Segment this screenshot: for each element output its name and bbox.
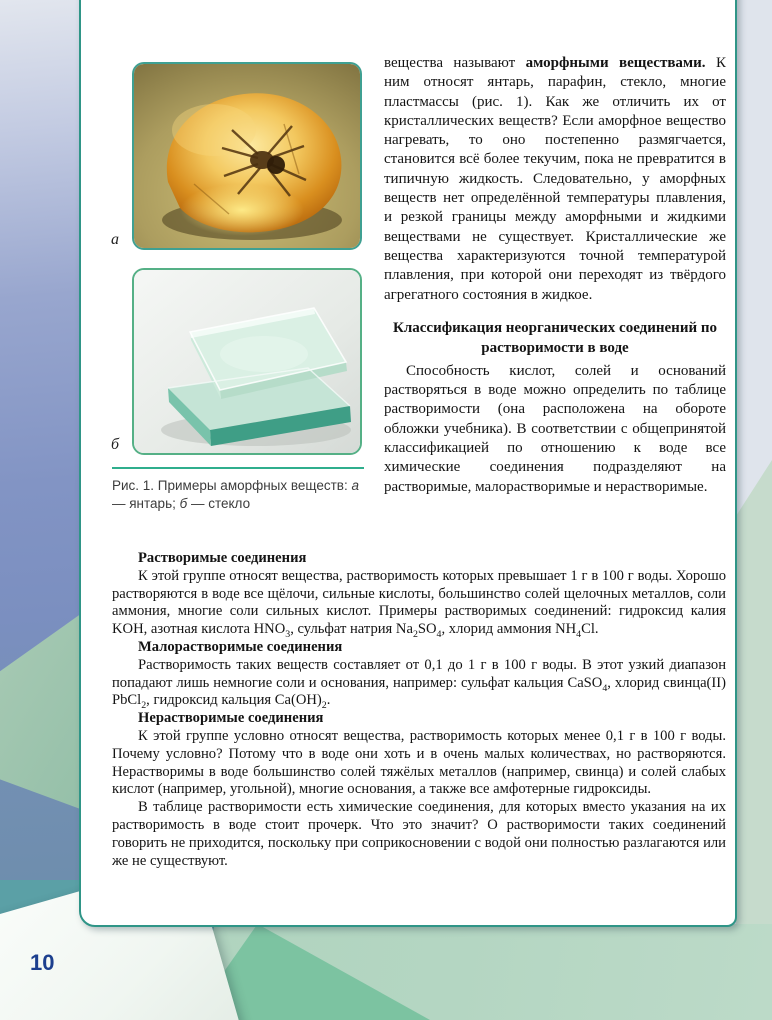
section-heading: Классификация неорганических соединений по растворимости в воде	[392, 319, 718, 356]
subheading-soluble: Растворимые соединения	[138, 550, 307, 566]
fullwidth-text-block	[112, 550, 726, 870]
page-number: 10	[30, 950, 55, 975]
paragraph-solubility-intro: Способность кислот, солей и оснований растворяться в воде можно определить по таблице растворимости (она расположена на обороте обложки учебника). В соответствии с общепринятой классификацией по отношению к воде все химические соединения подразделяют на растворимые, малорастворимые и нерастворимые.	[384, 362, 726, 495]
paragraph-soluble: К этой группе относят вещества, растворимость которых превышает 1 г в 100 г воды. Хорошо растворяются в воде все щёлочи, сильные кислоты, большинство солей щелочных металлов, соли аммония, многие соли сильных кислот. Примеры растворимых соединений: гидроксид калия KOH, азотная кислота $HNO_3$, сульфат натрия $Na_2SO_4$, хлорид аммония $NH_4Cl$.	[112, 567, 726, 641]
figure-amber-photo	[132, 62, 362, 250]
paragraph-closing: В таблице растворимости есть химические соединения, для которых вместо указания на их растворимость в воде стоит прочерк. Что это значит? О растворимости таких соединений говорить не приходится, поскольку при соприкосновении с водой они полностью разлагаются или же не существуют.	[112, 799, 726, 869]
caption-divider-rule	[112, 467, 364, 469]
figure-caption: Рис. 1. Примеры аморфных веществ: а — янтарь; б — стекло	[112, 478, 359, 511]
glass-plates-illustration	[134, 270, 360, 453]
amber-with-spider-illustration	[134, 64, 360, 248]
paragraph-slightly-soluble: Растворимость таких веществ составляет от 0,1 до 1 г в 100 г воды. В этот узкий диапазон попадают лишь немногие соли и основания, например: сульфат кальция CaSO$_4$, хлорид свинца(II) PbCl$_2$, гидроксид кальция $Ca(OH)_2$.	[112, 656, 726, 712]
content-card	[79, 0, 737, 927]
subheading-slightly-soluble: Малорастворимые соединения	[138, 638, 343, 655]
figure-label-b: б	[110, 436, 120, 453]
text-column	[384, 54, 726, 497]
subheading-insoluble: Нерастворимые соединения	[138, 710, 324, 727]
paragraph-amorphous: вещества называют аморфными веществами. К ним относят янтарь, парафин, стекло, многие пластмассы (рис. 1). Как же отличить их от кристаллических веществ? Если аморфное вещество нагревать, то оно постепенно размягчается, становится всё более текучим, пока не превратится в типичную жидкость. Следовательно, у аморфных веществ нет определённой температуры плавления, и резкой границы между аморфными и жидкими веществами не существует. Кристаллические же вещества характеризуются точной температурой плавления, при которой они переходят из твёрдого агрегатного состояния в жидкое.	[384, 55, 726, 303]
figure-label-a: а	[111, 231, 119, 248]
figure-glass-photo	[132, 268, 362, 455]
paragraph-insoluble: К этой группе условно относят вещества, растворимость которых менее 0,1 г в 100 г воды. Почему условно? Потому что в воде они хоть и в очень малых количествах, но растворяются. Нерастворимы в воде большинство солей тяжёлых металлов (например, свинца) и солей слабых кислот (например, угольной), многие основания, а также все амфотерные гидроксиды.	[112, 727, 726, 798]
